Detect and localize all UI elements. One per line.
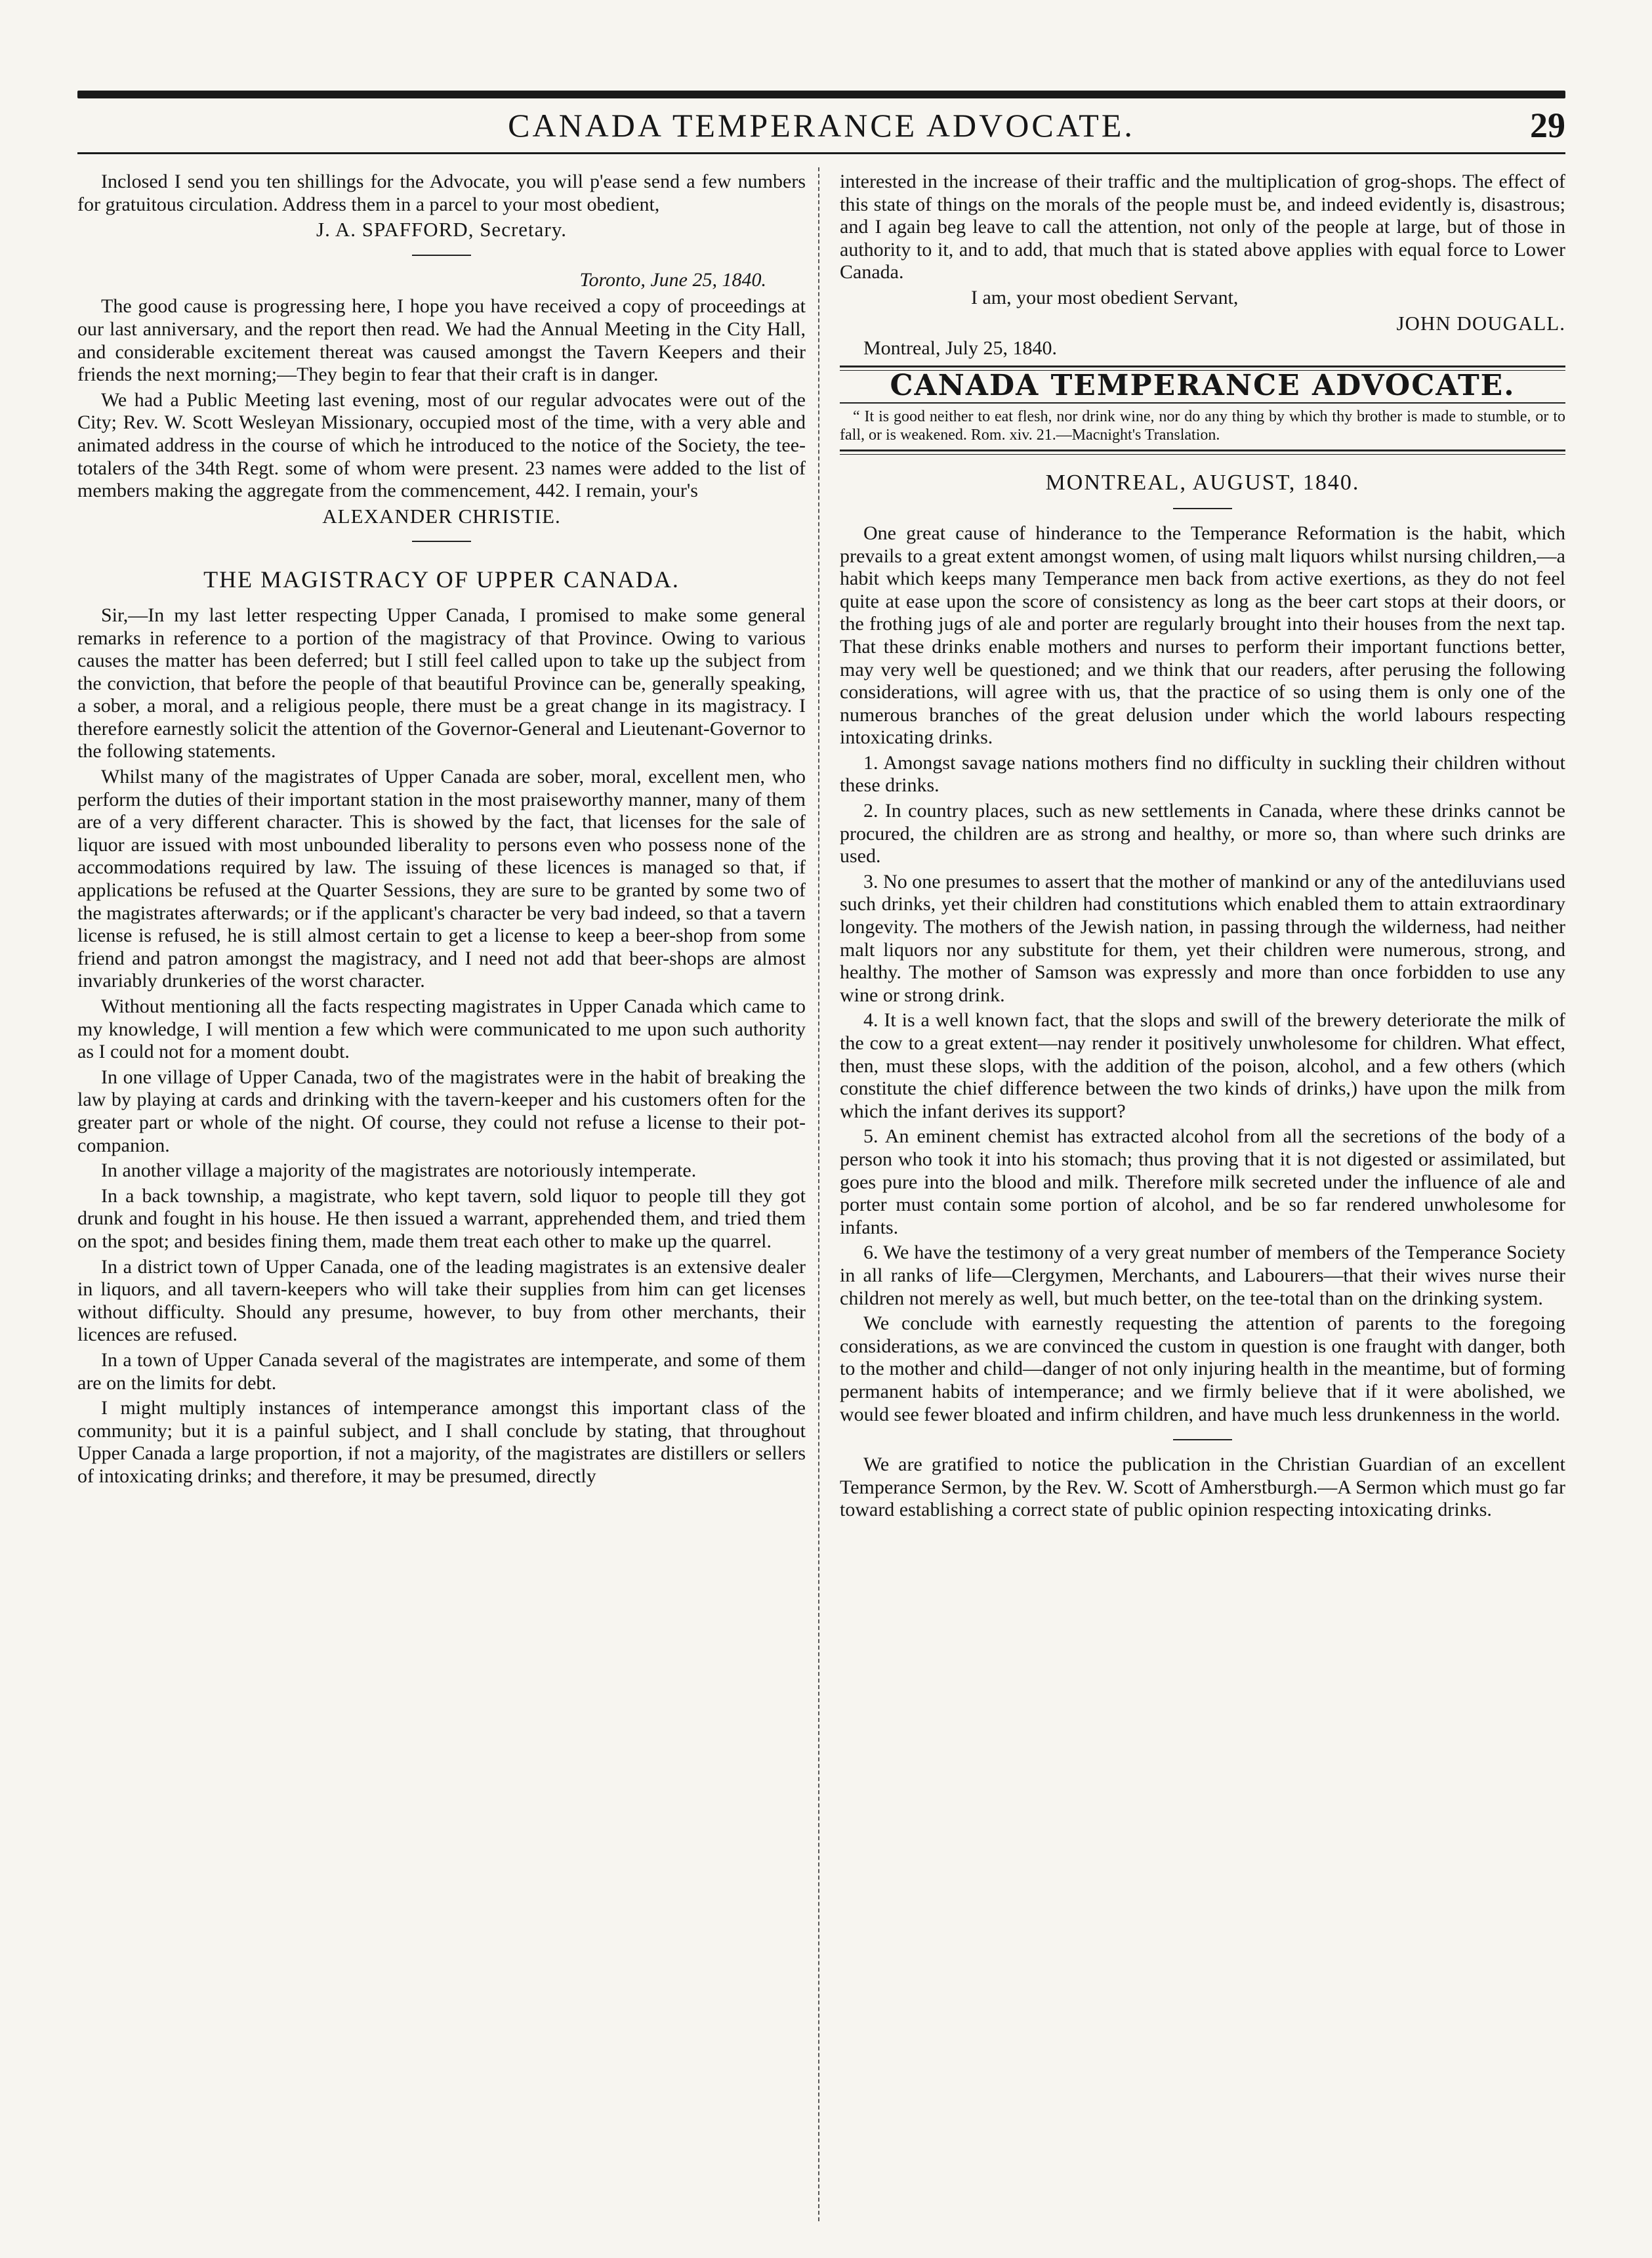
article-paragraph: Sir,—In my last letter respecting Upper Canada, I promised to make some general remarks in reference to a portion of the magistracy of that Province. Owing to various causes the matter has been deferred; but I still feel called upon to take up the subject from the conviction, that before the people of that beautiful Province can be, generally speaking, a sober, a moral, and a religious people, there must be a great change in its magistracy. I therefore earnestly solicit the attention of the Governor-General and Lieutenant-Governor to the following statements. bbox=[77, 604, 806, 763]
left-column bbox=[77, 171, 806, 1490]
article-paragraph: I might multiply instances of intemperance amongst this important class of the community; but it is a painful subject, and I shall conclude by stating, that throughout Upper Canada a large proportion, if not a majority, of the magistrates are distillers or sellers of intoxicating drinks; and therefore, it may be presumed, directly bbox=[77, 1397, 806, 1487]
editorial-point: 4. It is a well known fact, that the slops and swill of the brewery deteriorate the milk of the cow to a great extent—nay render it positively unwholesome for children. What effect, then, must these slops, with the addition of the poison, alcohol, and a few others (which constitute the chief difference between the two kinds of drinks,) have upon the milk from which the infant derives its support? bbox=[840, 1009, 1565, 1122]
masthead-rule-middle bbox=[840, 402, 1565, 404]
letter-spafford-signature: J. A. SPAFFORD, Secretary. bbox=[316, 218, 567, 241]
editorial-point: 6. We have the testimony of a very great number of members of the Temperance Society in all ranks of life—Clergymen, Merchants, and Labourers—that their wives nurse their children not merely as well, but much better, on the tee-total than on the drinking system. bbox=[840, 1242, 1565, 1309]
editorial-intro: One great cause of hinderance to the Temperance Reformation is the habit, which prevails to a great extent amongst women, of using malt liquors whilst nursing children,—a habit which keeps many Temperance men back from active exertions, as they do not feel quite at ease upon the score of consistency as long as the beer cart stops at their doors, or the frothing jugs of ale and porter are regularly brought into their houses from the next tap. That these drinks enable mothers and nurses to perform their important functions better, may very well be questioned; and we think that our readers, after perusing the following considerations, will agree with us, that the practice of so using them is only one of the numerous branches of the great delusion under which the world labours respecting intoxicating drinks. bbox=[840, 522, 1565, 749]
editorial-date-heading: MONTREAL, AUGUST, 1840. bbox=[1045, 470, 1360, 495]
letter-christie-paragraph-1: The good cause is progressing here, I hope you have received a copy of proceedings at our last anniversary, and the report then read. We had the Annual Meeting in the City Hall, and considerable excitement thereat was caused amongst the Tavern Keepers and their friends the next morning;—They begin to fear that their craft is in danger. bbox=[77, 295, 806, 386]
editorial-point: 3. No one presumes to assert that the mother of mankind or any of the antediluvians used such drinks, yet their children had constitutions which enabled them to attain extraordinary longevity. The mothers of the Jewish nation, in passing through the wilderness, had neither malt liquors nor any substitute for them, yet their children were numerous, strong, and healthy. The mother of Samson was expressly and more than once forbidden to use any wine or strong drink. bbox=[840, 870, 1565, 1006]
separator-rule bbox=[412, 541, 471, 542]
article-paragraph: Whilst many of the magistrates of Upper Canada are sober, moral, excellent men, who perform the duties of their important station in the most praiseworthy manner, many of them are of a very different character. This is showed by the fact, that licenses for the sale of liquor are issued with most unbounded liberality to persons even who possess none of the accommodations required by law. The issuing of these licences is managed so that, if applications be refused at the Quarter Sessions, they are sure to be granted by some two of the magistrates afterwards; or if the applicant's character be very bad indeed, so that a tavern license is refused, he is still almost certain to get a license to keep a beer-shop from some friend and patron amongst the magistracy, and I need not add that beer-shops are almost invariably drunkeries of the worst character. bbox=[77, 766, 806, 992]
editorial-point: 2. In country places, such as new settlements in Canada, where these drinks cannot be procured, the children are as strong and healthy, or more so, than where such drinks are used. bbox=[840, 800, 1565, 868]
epigraph: “ It is good neither to eat flesh, nor drink wine, nor do any thing by which thy brother is made to stumble, or to fall, or is weakened. Rom. xiv. 21.—Macnight's Translation. bbox=[840, 408, 1565, 444]
letter-closing: I am, your most obedient Servant, bbox=[971, 286, 1239, 308]
page-header-title: CANADA TEMPERANCE ADVOCATE. bbox=[508, 107, 1135, 144]
article-heading: THE MAGISTRACY OF UPPER CANADA. bbox=[203, 566, 680, 593]
editorial-conclusion: We conclude with earnestly requesting the attention of parents to the foregoing considerations, as we are convinced the custom in question is one fraught with danger, both to the mother and child—danger of not only injuring health in the meantime, but of forming permanent habits of intemperance; and we firmly believe that if it were abolished, we would see fewer bloated and infirm children, and have much less drunkenness in the world. bbox=[840, 1312, 1565, 1425]
letter-christie-dateline: Toronto, June 25, 1840. bbox=[579, 268, 766, 291]
header-bottom-rule bbox=[77, 152, 1565, 154]
letter-christie-paragraph-2: We had a Public Meeting last evening, most of our regular advocates were out of the City; Rev. W. Scott Wesleyan Missionary, occupied most of the time, with a very able and animated address in the course of which he introduced to the notice of the Society, the tee-totalers of the 34th Regt. some of whom were present. 23 names were added to the list of members making the aggregate from the commencement, 442. I remain, your's bbox=[77, 388, 806, 502]
letter-christie-signature: ALEXANDER CHRISTIE. bbox=[322, 504, 561, 528]
header-top-rule bbox=[77, 91, 1565, 98]
letter-dougall-signature: JOHN DOUGALL. bbox=[1396, 311, 1565, 335]
page-header bbox=[77, 100, 1565, 151]
editorial-masthead: CANADA TEMPERANCE ADVOCATE. bbox=[890, 368, 1516, 402]
separator-rule bbox=[1173, 508, 1232, 509]
separator-rule bbox=[1173, 1439, 1232, 1440]
article-paragraph: In a town of Upper Canada several of the magistrates are intemperate, and some of them are on the limits for debt. bbox=[77, 1349, 806, 1394]
right-column bbox=[840, 171, 1565, 1524]
sermon-notice: We are gratified to notice the publication in the Christian Guardian of an excellent Temperance Sermon, by the Rev. W. Scott of Amherstburgh.—A Sermon which must go far toward establishing a correct state of public opinion respecting intoxicating drinks. bbox=[840, 1453, 1565, 1521]
editorial-point: 5. An eminent chemist has extracted alcohol from all the secretions of the body of a person who took it into his stomach; thus proving that it is not digested or assimilated, but goes pure into the blood and milk. Therefore milk secreted under the influence of ale and porter must contain some portion of alcohol, and be so far rendered unwholesome for infants. bbox=[840, 1125, 1565, 1238]
article-continuation: interested in the increase of their traffic and the multiplication of grog-shops. The effect of this state of things on the morals of the people must be, and indeed evidently is, disastrous; and I again beg leave to call the attention, not only of the people at large, but of those in authority to it, and to add, that much that is stated above applies with equal force to Lower Canada. bbox=[840, 171, 1565, 283]
article-paragraph: In a district town of Upper Canada, one of the leading magistrates is an extensive dealer in liquors, and all tavern-keepers who will take their supplies from him can get licenses without difficulty. Should any presume, however, to buy from other merchants, their licences are refused. bbox=[77, 1255, 806, 1346]
masthead-rule-bottom bbox=[840, 450, 1565, 455]
page-number: 29 bbox=[1530, 106, 1565, 145]
letter-dougall-dateline: Montreal, July 25, 1840. bbox=[863, 337, 1057, 360]
article-paragraph: In another village a majority of the magistrates are notoriously intemperate. bbox=[101, 1160, 697, 1182]
article-paragraph: In one village of Upper Canada, two of the magistrates were in the habit of breaking the law by playing at cards and drinking with the tavern-keeper and his customers often for the greater part or whole of the night. Of course, they could not refuse a license to their pot-companion. bbox=[77, 1066, 806, 1156]
article-paragraph: In a back township, a magistrate, who kept tavern, sold liquor to people till they got drunk and fought in his house. He then issued a warrant, apprehended them, and tried them on the spot; and besides fining them, made them treat each other to make up the quarrel. bbox=[77, 1184, 806, 1252]
letter-spafford-body: Inclosed I send you ten shillings for the Advocate, you will p'ease send a few numbers for gratuitous circulation. Address them in a parcel to your most obedient, bbox=[77, 171, 806, 215]
separator-rule bbox=[412, 255, 471, 256]
article-paragraph: Without mentioning all the facts respecting magistrates in Upper Canada which came to my knowledge, I will mention a few which were communicated to me upon such authority as I could not for a moment doubt. bbox=[77, 995, 806, 1063]
column-divider bbox=[818, 167, 819, 2221]
editorial-point: 1. Amongst savage nations mothers find no difficulty in suckling their children without these drinks. bbox=[840, 751, 1565, 797]
